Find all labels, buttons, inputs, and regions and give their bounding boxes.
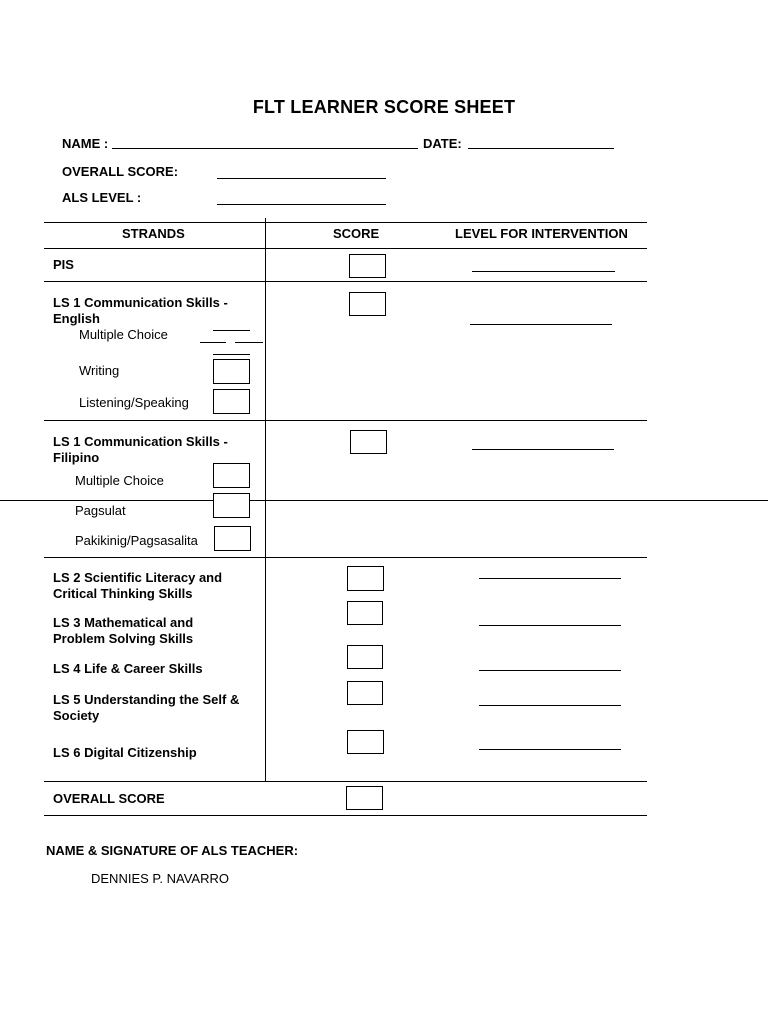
strand-line: English [53,311,100,326]
subitem-writing: Writing [79,363,120,378]
strand-ls5 [53,692,239,724]
overall-score-field[interactable] [217,178,386,179]
strand-ls6: LS 6 Digital Citizenship [53,745,197,760]
intervention-line-ls3[interactable] [479,625,621,626]
score-box-ls1-english[interactable] [349,292,386,316]
score-box-ls5[interactable] [347,681,383,705]
score-line-multiple-choice[interactable] [235,342,263,343]
subitem-pakikinig-pagsasalita: Pakikinig/Pagsasalita [75,533,198,548]
score-box-pagsulat[interactable] [213,493,250,518]
score-box-ls6[interactable] [347,730,384,754]
score-box-ls2[interactable] [347,566,384,591]
strand-line: Society [53,708,100,723]
page-crease-line [0,500,768,501]
intervention-line-pis[interactable] [472,271,615,272]
strand-pis: PIS [53,257,74,272]
strand-ls2 [53,570,222,602]
date-field[interactable] [468,148,614,149]
row-divider [44,281,647,282]
score-box-pakikinig-pagsasalita[interactable] [214,526,251,551]
column-header-level: LEVEL FOR INTERVENTION [455,226,628,241]
date-label: DATE: [423,136,462,151]
score-box-pis[interactable] [349,254,386,278]
column-header-strands: STRANDS [122,226,185,241]
subitem-multiple-choice: Multiple Choice [79,327,168,342]
subitem-listening-speaking: Listening/Speaking [79,395,189,410]
intervention-line-ls4[interactable] [479,670,621,671]
strand-line: LS 1 Communication Skills - [53,295,228,310]
score-box-ls3[interactable] [347,601,383,625]
score-box-overall[interactable] [346,786,383,810]
score-line-multiple-choice[interactable] [200,342,226,343]
column-divider [265,218,266,781]
row-divider [44,557,647,558]
strand-ls1-filipino [53,434,228,466]
score-box-fil-multiple-choice[interactable] [213,463,250,488]
row-divider [44,420,647,421]
name-label: NAME : [62,136,109,151]
score-box-ls1-filipino[interactable] [350,430,387,454]
intervention-line-ls2[interactable] [479,578,621,579]
strand-ls3 [53,615,193,647]
intervention-line-ls1-filipino[interactable] [472,449,614,450]
intervention-line-ls5[interactable] [479,705,621,706]
strand-line: Problem Solving Skills [53,631,194,646]
column-header-score: SCORE [333,226,380,241]
overall-score-row-label: OVERALL SCORE [53,791,165,806]
strand-line: LS 2 Scientific Literacy and [53,570,223,585]
als-level-field[interactable] [217,204,386,205]
table-top-border [44,222,647,223]
page-title: FLT LEARNER SCORE SHEET [252,97,516,117]
teacher-signature-label: NAME & SIGNATURE OF ALS TEACHER: [46,843,299,858]
score-box-listening-speaking[interactable] [213,389,250,414]
row-divider [44,781,647,782]
score-box-writing[interactable] [213,359,250,384]
strand-line: LS 1 Communication Skills - [53,434,228,449]
strand-ls4: LS 4 Life & Career Skills [53,661,203,676]
strand-line: LS 5 Understanding the Self & [53,692,240,707]
subitem-pagsulat: Pagsulat [75,503,126,518]
intervention-line-ls6[interactable] [479,749,621,750]
intervention-line-ls1-english[interactable] [470,324,612,325]
teacher-name: DENNIES P. NAVARRO [91,871,229,886]
strand-line: Critical Thinking Skills [53,586,193,601]
score-line-multiple-choice[interactable] [213,354,250,355]
subitem-multiple-choice: Multiple Choice [75,473,164,488]
overall-score-label: OVERALL SCORE: [62,164,179,179]
score-line-multiple-choice[interactable] [213,330,250,331]
strand-ls1-english [53,295,228,327]
table-header-divider [44,248,647,249]
score-box-ls4[interactable] [347,645,383,669]
strand-line: LS 3 Mathematical and [53,615,194,630]
name-field[interactable] [112,148,418,149]
strand-line: Filipino [53,450,100,465]
table-bottom-border [44,815,647,816]
als-level-label: ALS LEVEL : [62,190,142,205]
